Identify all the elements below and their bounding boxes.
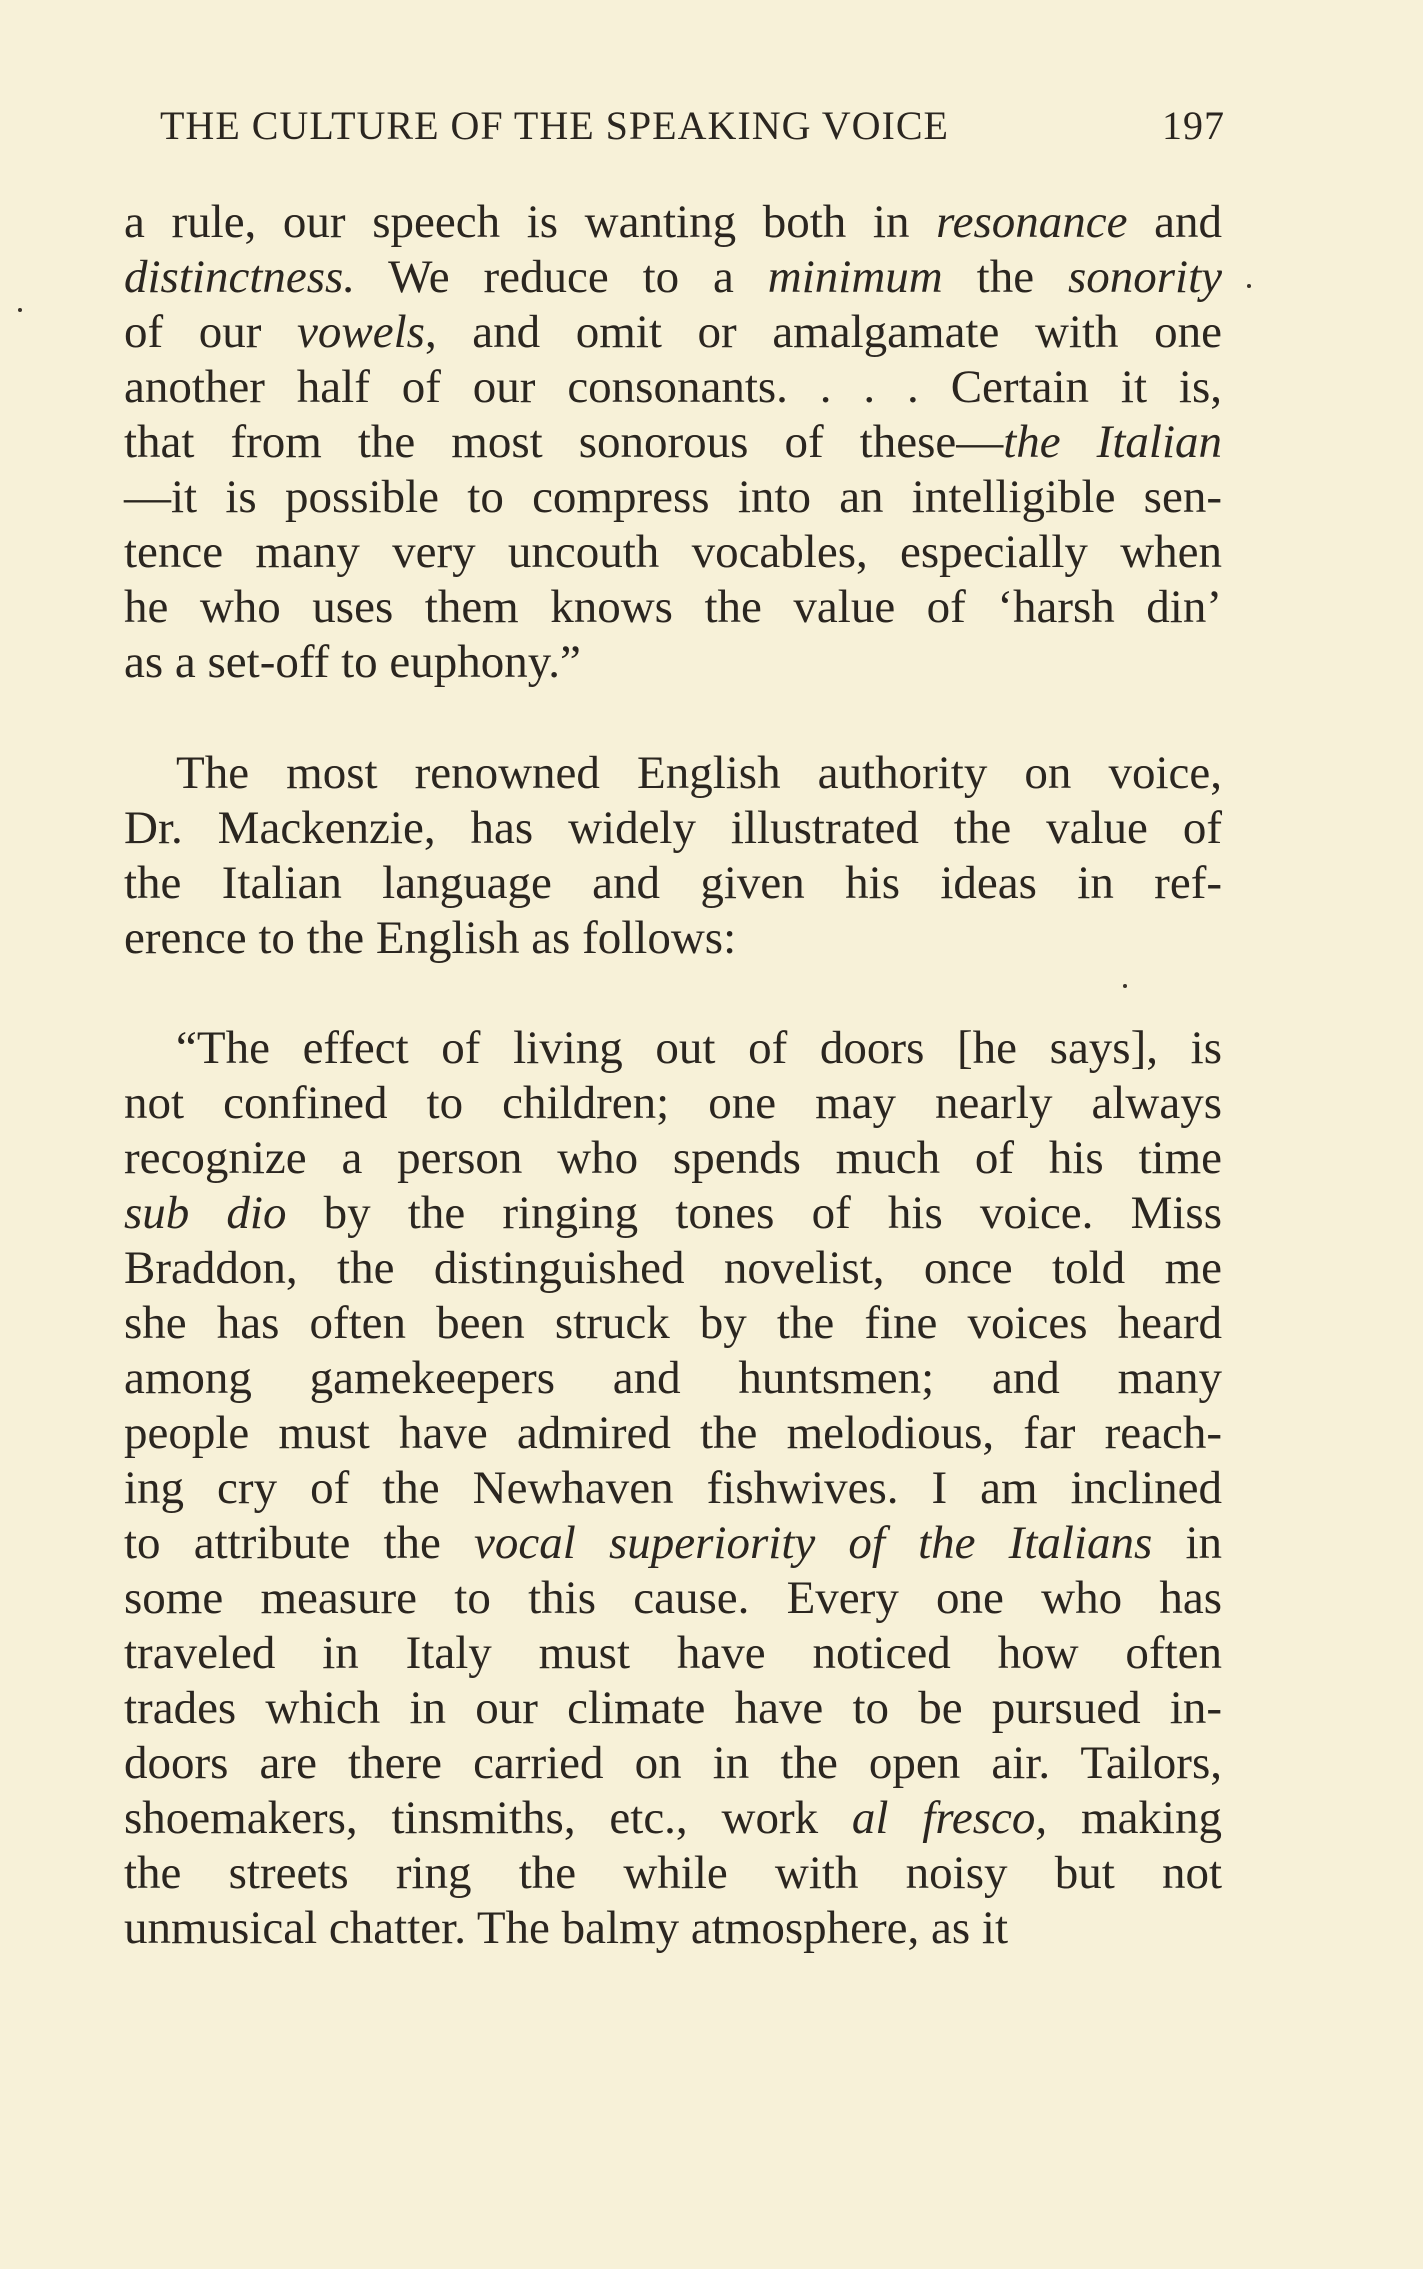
text-run: Braddon, the distinguished novelist, once told me [124, 1242, 1222, 1294]
text-line [124, 305, 1222, 360]
text-line [124, 525, 1222, 580]
italic-phrase: resonance [936, 196, 1128, 248]
text-run: by the ringing tones of his voice. Miss [286, 1187, 1222, 1239]
text-run: tence many very uncouth vocables, especially when [124, 526, 1222, 578]
text-run: “The effect of living out of doors [he says], is [176, 1022, 1222, 1074]
text-run: not confined to children; one may nearly always [124, 1077, 1222, 1129]
paragraph-mackenzie-quote [124, 1021, 1222, 1956]
text-run: he who uses them knows the value of ‘harsh din’ [124, 581, 1222, 633]
text-run: another half of our consonants. . . . Certain it is, [124, 361, 1222, 413]
text-line [124, 1406, 1222, 1461]
text-run: unmusical chatter. The balmy atmosphere, as it [124, 1902, 1009, 1954]
italic-phrase: the Italian [1003, 416, 1222, 468]
text-line [124, 746, 1222, 801]
text-run: , and omit or amalgamate with one [424, 306, 1222, 358]
text-line [124, 580, 1222, 635]
text-run: trades which in our climate have to be pursued in- [124, 1682, 1222, 1734]
text-line [124, 801, 1222, 856]
text-run: and [1127, 196, 1222, 248]
text-line [124, 1846, 1222, 1901]
text-run: of our [124, 306, 298, 358]
text-run: some measure to this cause. Every one who has [124, 1572, 1222, 1624]
text-line [124, 1901, 1222, 1956]
text-run: she has often been struck by the fine voices heard [124, 1297, 1222, 1349]
text-run: that from the most sonorous of these— [124, 416, 1004, 468]
text-run: erence to the English as follows: [124, 912, 737, 964]
running-head-title: THE CULTURE OF THE SPEAKING VOICE [160, 103, 949, 148]
text-run: traveled in Italy must have noticed how often [124, 1627, 1222, 1679]
text-run: the streets ring the while with noisy but not [124, 1847, 1222, 1899]
italic-phrase: vocal superiority of the Italians [474, 1517, 1153, 1569]
text-line [124, 415, 1222, 470]
text-line [124, 911, 1222, 966]
italic-phrase: al fresco, [851, 1792, 1048, 1844]
text-line [124, 1461, 1222, 1516]
text-run: Dr. Mackenzie, has widely illustrated the value of [124, 802, 1222, 854]
paper-speck [18, 308, 22, 312]
text-run: the Italian language and given his ideas in ref- [124, 857, 1222, 909]
text-run: among gamekeepers and huntsmen; and many [124, 1352, 1222, 1404]
text-run: doors are there carried on in the open air. Tailors, [124, 1737, 1222, 1789]
text-line [124, 470, 1222, 525]
text-line [124, 1681, 1222, 1736]
text-run: in [1152, 1517, 1223, 1569]
text-line [124, 1571, 1222, 1626]
text-line [124, 195, 1222, 250]
page-number: 197 [1162, 103, 1225, 148]
italic-phrase: distinctness. [124, 251, 356, 303]
paragraph-quote-continuation [124, 195, 1222, 690]
text-line [124, 1241, 1222, 1296]
italic-phrase: vowels [297, 306, 425, 358]
italic-phrase: minimum [767, 251, 943, 303]
paragraph-mackenzie-intro [124, 746, 1222, 966]
text-line [124, 1736, 1222, 1791]
text-run: recognize a person who spends much of his time [124, 1132, 1222, 1184]
text-line [124, 1516, 1222, 1571]
text-line [124, 1131, 1222, 1186]
text-run: making [1047, 1792, 1222, 1844]
text-run: as a set-off to euphony.” [124, 636, 581, 688]
text-line [124, 250, 1222, 305]
text-line [124, 1296, 1222, 1351]
text-line [124, 360, 1222, 415]
italic-phrase: sub dio [124, 1187, 287, 1239]
text-line [124, 1791, 1222, 1846]
text-line [124, 1021, 1222, 1076]
italic-phrase: sonority [1067, 251, 1223, 303]
running-head [160, 96, 1225, 156]
text-line [124, 1351, 1222, 1406]
text-run: people must have admired the melodious, far reach- [124, 1407, 1222, 1459]
text-run: ing cry of the Newhaven fishwives. I am inclined [124, 1462, 1222, 1514]
text-line [124, 635, 1222, 690]
text-line [124, 1076, 1222, 1131]
text-run: —it is possible to compress into an intelligible sen- [124, 471, 1222, 523]
text-run: the [942, 251, 1068, 303]
paper-speck [1247, 284, 1251, 288]
text-run: The most renowned English authority on voice, [176, 747, 1222, 799]
text-run: to attribute the [124, 1517, 475, 1569]
text-run: shoemakers, tinsmiths, etc., work [124, 1792, 852, 1844]
text-run: We reduce to a [355, 251, 768, 303]
text-line [124, 1626, 1222, 1681]
text-run: a rule, our speech is wanting both in [124, 196, 937, 248]
paper-speck [1123, 984, 1127, 988]
text-line [124, 856, 1222, 911]
text-line [124, 1186, 1222, 1241]
